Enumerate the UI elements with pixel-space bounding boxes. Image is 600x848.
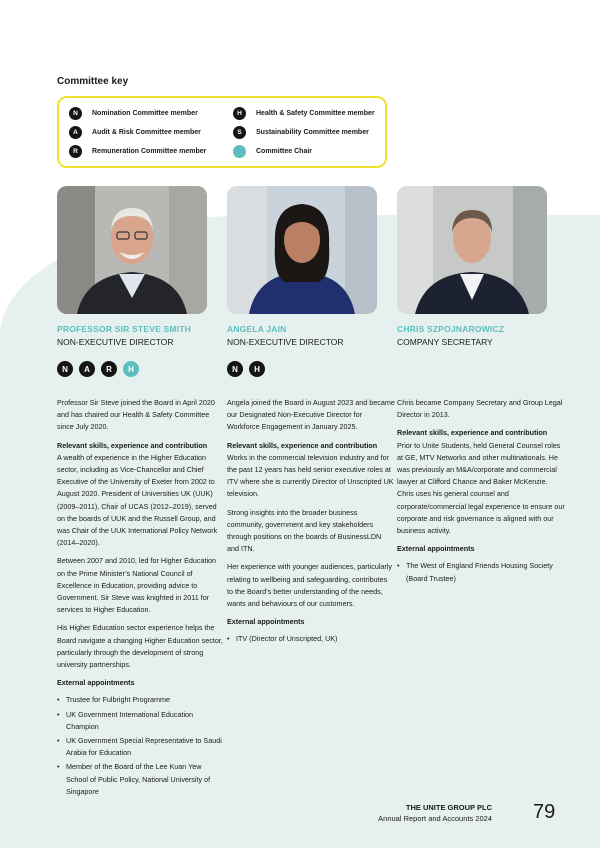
bio-intro: Chris became Company Secretary and Group Legal Director in 2013. [397,398,563,420]
person-role: NON-EXECUTIVE DIRECTOR [227,337,344,347]
badge-icon: A [79,361,95,377]
person-name: ANGELA JAIN [227,324,287,334]
appointments-heading: External appointments [57,678,135,688]
key-item-nomination [69,107,198,120]
appointments-heading: External appointments [397,544,475,554]
committee-key-title: Committee key [57,76,129,87]
key-label: Audit & Risk Committee member [92,129,201,136]
key-letter-icon: S [233,126,246,139]
badge-icon: N [57,361,73,377]
key-label: Sustainability Committee member [256,129,369,136]
list-item: • UK Government International Education Champion [57,709,225,733]
key-label: Committee Chair [256,148,313,155]
list-item: • ITV (Director of Unscripted, UK) [227,633,395,645]
list-item: • Member of the Board of the Lee Kuan Yew School of Public Policy, National University of Singapore [57,761,225,798]
person-name: PROFESSOR SIR STEVE SMITH [57,324,191,334]
committee-badges [57,361,139,377]
appointments-heading: External appointments [227,617,305,627]
bio-paragraph: Her experience with younger audiences, particularly relating to wellbeing and safeguarding, contributes to the Board’s better understanding of the needs, wants and behaviours of our customers. [227,562,393,609]
chair-badge-icon: H [123,361,139,377]
badge-icon: H [249,361,265,377]
appointments-list [397,560,565,584]
key-item-remuneration [69,145,206,158]
bio-paragraph: Prior to Unite Students, held General Counsel roles at GE, MTV Networks and other multinationals. He was previously an M&A/corporate and commercial lawyer at Clifford Chance and Baker McKenzie. Chris uses his general counsel and corporate/commercial legal experience to ensure our corporate and risk governance is aligned with our business activity. [397,440,565,536]
key-label: Health & Safety Committee member [256,110,375,117]
page-number: 79 [533,801,556,823]
portrait-steve-smith [57,186,207,314]
person-name: CHRIS SZPOJNAROWICZ [397,324,505,334]
skills-heading: Relevant skills, experience and contribution [397,428,548,438]
bio-intro: Professor Sir Steve joined the Board in April 2020 and has chaired our Health & Safety Committee since July 2020. [57,398,215,432]
footer-company-name: THE UNITE GROUP PLC [405,803,492,812]
list-item: • Trustee for Fulbright Programme [57,694,225,706]
committee-key-box [57,96,387,168]
bio-paragraph: His Higher Education sector experience helps the Board navigate a changing Higher Education sector, particularly through the development of strong university partnerships. [57,623,223,670]
key-label: Nomination Committee member [92,110,198,117]
key-letter-icon: H [233,107,246,120]
key-letter-icon: N [69,107,82,120]
bio-paragraph: Between 2007 and 2010, led for Higher Education on the Prime Minister’s National Council of Excellence in Education, providing advice to Government. Sir Steve was knighted in 2011 for services to Higher Education. [57,556,217,615]
bio-paragraph: Works in the commercial television industry and for the past 12 years has held senior executive roles at ITV where she is currently Director of Unscripted UK television. [227,452,394,499]
bio-column-steve-smith [57,397,225,800]
key-letter-icon: A [69,126,82,139]
person-role: NON-EXECUTIVE DIRECTOR [57,337,174,347]
key-item-chair [233,145,312,158]
badge-icon: R [101,361,117,377]
list-item: • The West of England Friends Housing Society (Board Trustee) [397,560,565,584]
key-item-sustainability [233,126,369,139]
key-label: Remuneration Committee member [92,148,207,155]
appointments-list [227,633,395,645]
bio-paragraph: Strong insights into the broader business community, government and key stakeholders through positions on the boards of BusinessLDN and ITN. [227,507,382,554]
person-role: COMPANY SECRETARY [397,337,493,347]
key-item-audit [69,126,201,139]
skills-heading: Relevant skills, experience and contribution [57,440,208,450]
key-letter-icon: R [69,145,82,158]
committee-badges [227,361,265,377]
list-item: • UK Government Special Representative to Saudi Arabia for Education [57,735,225,759]
bio-column-chris-szpojnarowicz [397,397,565,587]
portrait-angela-jain [227,186,377,314]
skills-heading: Relevant skills, experience and contribution [227,440,378,450]
portrait-chris-szpojnarowicz [397,186,547,314]
bio-intro: Angela joined the Board in August 2023 and became our Designated Non-Executive Director for Workforce Engagement in January 2025. [227,398,395,432]
bio-paragraph: A wealth of experience in the Higher Education sector, including as Vice-Chancellor and Chief Executive of the University of Exeter from 2002 to August 2020. President of Universities UK (UUK) (2009–2011), Chair of UCAS (2012–2019), served on the boards of UUK and the Russell Group, and was Chair of the UUK International Policy Network (2014–2020). [57,452,218,548]
key-item-health-safety [233,107,375,120]
badge-icon: N [227,361,243,377]
footer-report-title: Annual Report and Accounts 2024 [378,814,492,823]
chair-indicator-icon [233,145,246,158]
bio-column-angela-jain [227,397,395,648]
appointments-list [57,694,225,798]
